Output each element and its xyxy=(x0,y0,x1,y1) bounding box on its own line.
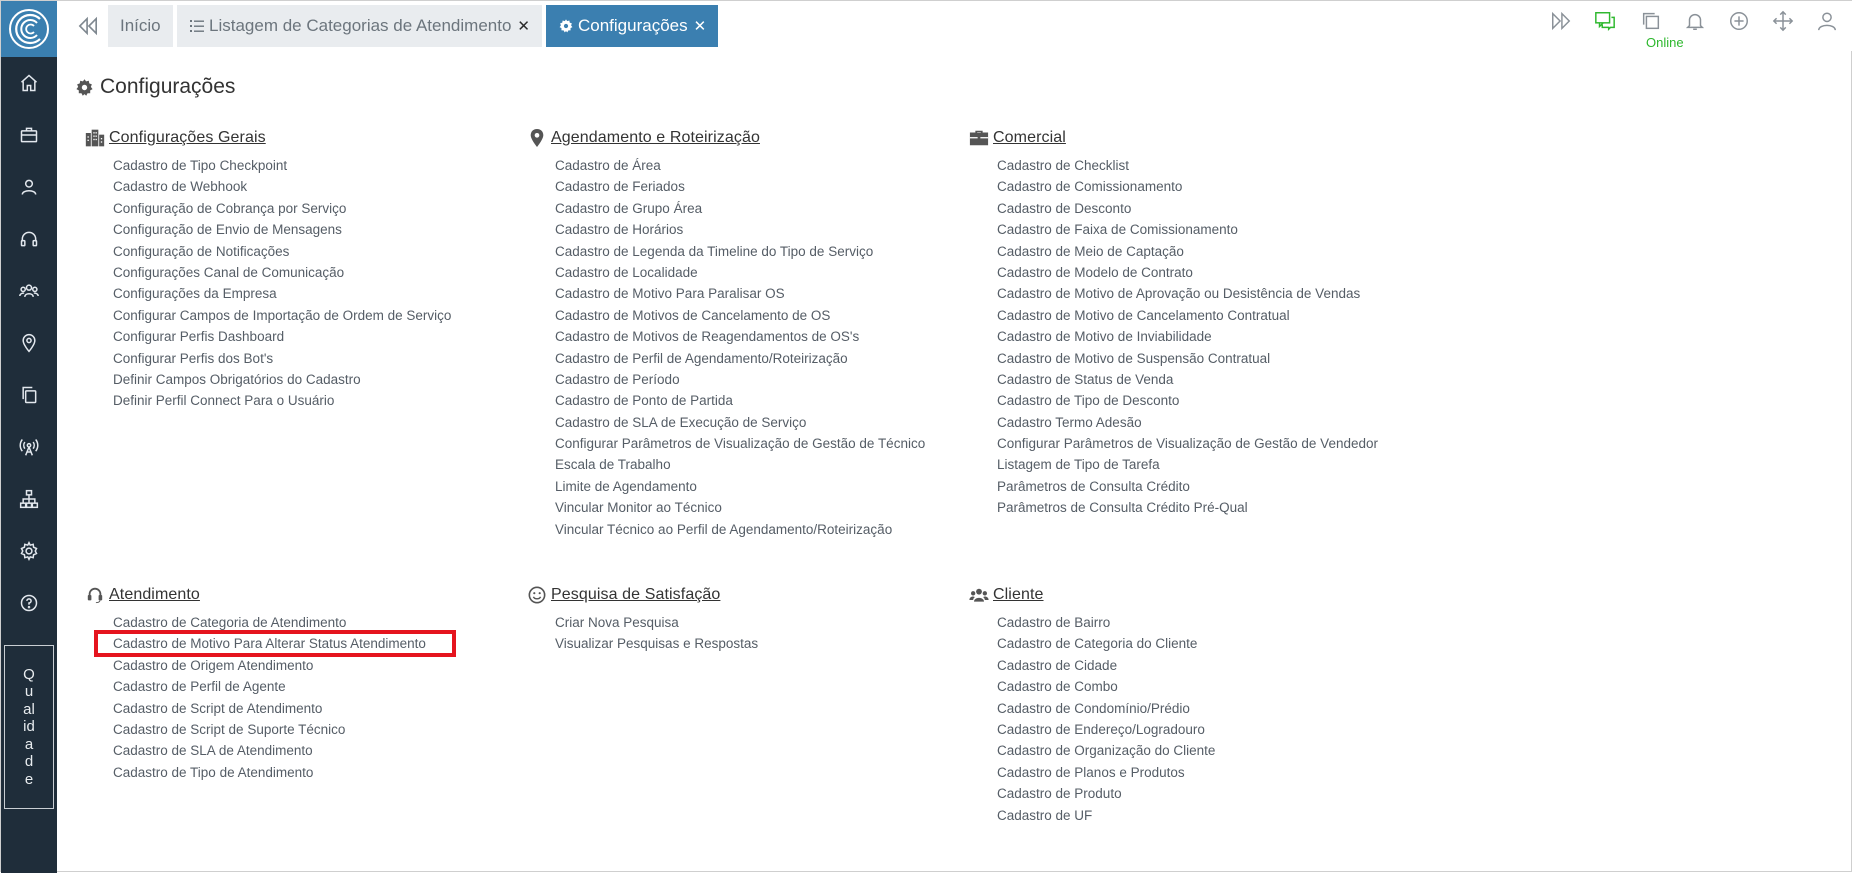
users-icon xyxy=(969,586,993,604)
gear-icon[interactable] xyxy=(1,533,57,569)
list-item[interactable]: Cadastro de Legenda da Timeline do Tipo de Serviço xyxy=(555,243,874,259)
tab-listagem-categorias[interactable] xyxy=(177,5,542,47)
list-item[interactable]: Configurar Parâmetros de Visualização de Gestão de Técnico xyxy=(555,436,926,452)
tab-label: Início xyxy=(120,16,161,35)
list-item[interactable]: Escala de Trabalho xyxy=(555,457,671,473)
tab-label: Configurações xyxy=(578,16,688,35)
list-item[interactable]: Limite de Agendamento xyxy=(555,478,697,494)
list-item[interactable]: Configuração de Cobrança por Serviço xyxy=(113,200,347,216)
list-item[interactable]: Cadastro de Motivo de Suspensão Contratual xyxy=(997,350,1271,366)
list-item[interactable]: Cadastro de Endereço/Logradouro xyxy=(997,721,1205,737)
list-item[interactable]: Cadastro de Motivos de Cancelamento de OS xyxy=(555,307,831,323)
list-item[interactable]: Cadastro de Perfil de Agente xyxy=(113,679,286,695)
list-item[interactable]: Cadastro de SLA de Atendimento xyxy=(113,743,313,759)
map-pin-icon[interactable] xyxy=(1,325,57,361)
list-item[interactable]: Cadastro de Combo xyxy=(997,679,1118,695)
list-item[interactable]: Cadastro de Origem Atendimento xyxy=(113,657,314,673)
add-circle-icon[interactable] xyxy=(1727,9,1751,33)
list-item[interactable]: Configurações da Empresa xyxy=(113,286,277,302)
list-item[interactable]: Cadastro de Modelo de Contrato xyxy=(997,264,1193,280)
list-item[interactable]: Cadastro de Faixa de Comissionamento xyxy=(997,222,1238,238)
list-item[interactable]: Criar Nova Pesquisa xyxy=(555,615,679,630)
list-item[interactable]: Cadastro de Feriados xyxy=(555,179,685,195)
list-item[interactable]: Configuração de Notificações xyxy=(113,243,290,259)
user-icon[interactable] xyxy=(1,169,57,205)
section-pesquisa-satisfacao xyxy=(527,583,758,655)
list-item[interactable]: Cadastro de Planos e Produtos xyxy=(997,764,1185,780)
smile-icon xyxy=(527,586,551,604)
online-status: Online xyxy=(1646,35,1684,50)
list-item[interactable]: Configurar Perfis Dashboard xyxy=(113,329,285,345)
list-item[interactable]: Cadastro de Cidade xyxy=(997,657,1118,673)
list-item[interactable]: Cadastro de UF xyxy=(997,807,1093,823)
list-item[interactable]: Cadastro de Bairro xyxy=(997,615,1111,630)
link-list xyxy=(997,155,1378,519)
list-item[interactable]: Cadastro de Meio de Captação xyxy=(997,243,1184,259)
list-icon xyxy=(189,18,205,34)
section-title[interactable]: Comercial xyxy=(993,129,1066,146)
section-title[interactable]: Cliente xyxy=(993,586,1044,603)
list-item[interactable]: Cadastro de Script de Atendimento xyxy=(113,700,323,716)
bell-icon[interactable] xyxy=(1683,9,1707,33)
list-item[interactable]: Vincular Técnico ao Perfil de Agendamento/Roteirização xyxy=(555,521,893,537)
page-title xyxy=(75,75,235,99)
tab-inicio[interactable] xyxy=(108,5,173,47)
sitemap-icon[interactable] xyxy=(1,481,57,517)
app-logo[interactable] xyxy=(1,1,57,57)
list-item[interactable]: Cadastro de Status de Venda xyxy=(997,371,1174,387)
list-item[interactable]: Cadastro de Motivo Para Paralisar OS xyxy=(555,286,785,302)
list-item[interactable]: Cadastro de Categoria do Cliente xyxy=(997,636,1198,652)
list-item[interactable]: Cadastro de Motivos de Reagendamentos de OS's xyxy=(555,329,860,345)
headset-icon xyxy=(85,586,109,604)
list-item[interactable]: Cadastro de Categoria de Atendimento xyxy=(113,615,347,630)
top-bar xyxy=(57,1,1852,51)
building-icon xyxy=(85,129,109,147)
list-item[interactable]: Visualizar Pesquisas e Respostas xyxy=(555,636,759,652)
list-item[interactable]: Cadastro de Tipo de Atendimento xyxy=(113,764,314,780)
list-item[interactable]: Configurar Perfis dos Bot's xyxy=(113,350,274,366)
list-item[interactable]: Cadastro de Desconto xyxy=(997,200,1132,216)
headset-icon[interactable] xyxy=(1,221,57,257)
broadcast-icon[interactable] xyxy=(1,429,57,465)
link-list xyxy=(555,155,925,540)
collapse-tabs-button[interactable] xyxy=(73,11,103,41)
users-icon[interactable] xyxy=(1,273,57,309)
move-icon[interactable] xyxy=(1771,9,1795,33)
list-item[interactable]: Definir Perfil Connect Para o Usuário xyxy=(113,393,335,409)
list-item[interactable]: Cadastro de Motivo de Inviabilidade xyxy=(997,329,1212,345)
list-item[interactable]: Configurar Parâmetros de Visualização de Gestão de Vendedor xyxy=(997,436,1378,452)
list-item[interactable]: Cadastro de Perfil de Agendamento/Roteirização xyxy=(555,350,848,366)
section-configuracoes-gerais xyxy=(85,126,451,412)
list-item[interactable]: Cadastro de Condomínio/Prédio xyxy=(997,700,1190,716)
quality-button[interactable] xyxy=(4,645,54,809)
list-item[interactable]: Cadastro de Ponto de Partida xyxy=(555,393,733,409)
list-item[interactable]: Cadastro de Organização do Cliente xyxy=(997,743,1216,759)
sidebar xyxy=(1,1,57,873)
tab-label: Listagem de Categorias de Atendimento xyxy=(209,16,512,35)
quality-label: Qualidade xyxy=(23,665,35,788)
list-item[interactable]: Cadastro de Motivo de Cancelamento Contratual xyxy=(997,307,1290,323)
list-item[interactable]: Listagem de Tipo de Tarefa xyxy=(997,457,1160,473)
section-title[interactable]: Pesquisa de Satisfação xyxy=(551,586,721,603)
list-item[interactable]: Cadastro de Webhook xyxy=(113,179,248,195)
double-chevron-left-icon xyxy=(77,16,99,36)
list-item[interactable]: Cadastro de Motivo Para Alterar Status Atendimento xyxy=(113,636,426,652)
list-item[interactable]: Configuração de Envio de Mensagens xyxy=(113,222,342,238)
list-item[interactable]: Cadastro de Script de Suporte Técnico xyxy=(113,721,346,737)
map-marker-icon xyxy=(527,129,551,147)
section-cliente xyxy=(969,583,1215,826)
list-item[interactable]: Parâmetros de Consulta Crédito xyxy=(997,478,1190,494)
double-chevron-right-icon[interactable] xyxy=(1549,9,1573,33)
link-list xyxy=(113,155,451,412)
home-icon[interactable] xyxy=(1,65,57,101)
highlight-box xyxy=(94,630,456,657)
list-item[interactable]: Cadastro de Checklist xyxy=(997,158,1130,173)
copy-icon[interactable] xyxy=(1,377,57,413)
list-item[interactable]: Cadastro de Tipo Checkpoint xyxy=(113,158,288,173)
page-title-text: Configurações xyxy=(100,75,236,98)
windows-icon[interactable] xyxy=(1639,9,1663,33)
list-item[interactable]: Cadastro de Período xyxy=(555,371,680,387)
link-list xyxy=(997,612,1215,826)
close-icon[interactable]: ✕ xyxy=(693,18,707,35)
gear-icon xyxy=(75,78,94,97)
section-title[interactable]: Atendimento xyxy=(109,586,200,603)
briefcase-icon[interactable] xyxy=(1,117,57,153)
list-item[interactable]: Vincular Monitor ao Técnico xyxy=(555,500,722,516)
list-item[interactable]: Cadastro de Horários xyxy=(555,222,684,238)
section-atendimento xyxy=(85,583,426,783)
user-profile-icon[interactable] xyxy=(1815,9,1839,33)
tab-configuracoes[interactable] xyxy=(546,5,718,47)
section-agendamento-roteirizacao xyxy=(527,126,925,540)
chat-online-icon[interactable] xyxy=(1593,9,1617,33)
link-list xyxy=(555,612,758,655)
list-item[interactable]: Configurar Campos de Importação de Ordem de Serviço xyxy=(113,307,452,323)
list-item[interactable]: Cadastro de Localidade xyxy=(555,264,698,280)
list-item[interactable]: Cadastro de SLA de Execução de Serviço xyxy=(555,414,807,430)
list-item[interactable]: Cadastro Termo Adesão xyxy=(997,414,1142,430)
section-title[interactable]: Configurações Gerais xyxy=(109,129,266,146)
list-item[interactable]: Cadastro de Motivo de Aprovação ou Desistência de Vendas xyxy=(997,286,1361,302)
logo-icon xyxy=(7,7,51,51)
list-item[interactable]: Parâmetros de Consulta Crédito Pré-Qual xyxy=(997,500,1248,516)
briefcase-icon xyxy=(969,129,993,147)
section-comercial xyxy=(969,126,1378,519)
close-icon[interactable]: ✕ xyxy=(517,18,530,35)
list-item[interactable]: Cadastro de Produto xyxy=(997,786,1122,802)
list-item[interactable]: Configurações Canal de Comunicação xyxy=(113,264,345,280)
list-item[interactable]: Cadastro de Área xyxy=(555,158,661,173)
list-item[interactable]: Cadastro de Grupo Área xyxy=(555,200,703,216)
help-icon[interactable] xyxy=(1,585,57,621)
list-item[interactable]: Definir Campos Obrigatórios do Cadastro xyxy=(113,371,361,387)
list-item[interactable]: Cadastro de Comissionamento xyxy=(997,179,1183,195)
section-title[interactable]: Agendamento e Roteirização xyxy=(551,129,760,146)
list-item[interactable]: Cadastro de Tipo de Desconto xyxy=(997,393,1180,409)
gear-icon xyxy=(558,18,574,34)
